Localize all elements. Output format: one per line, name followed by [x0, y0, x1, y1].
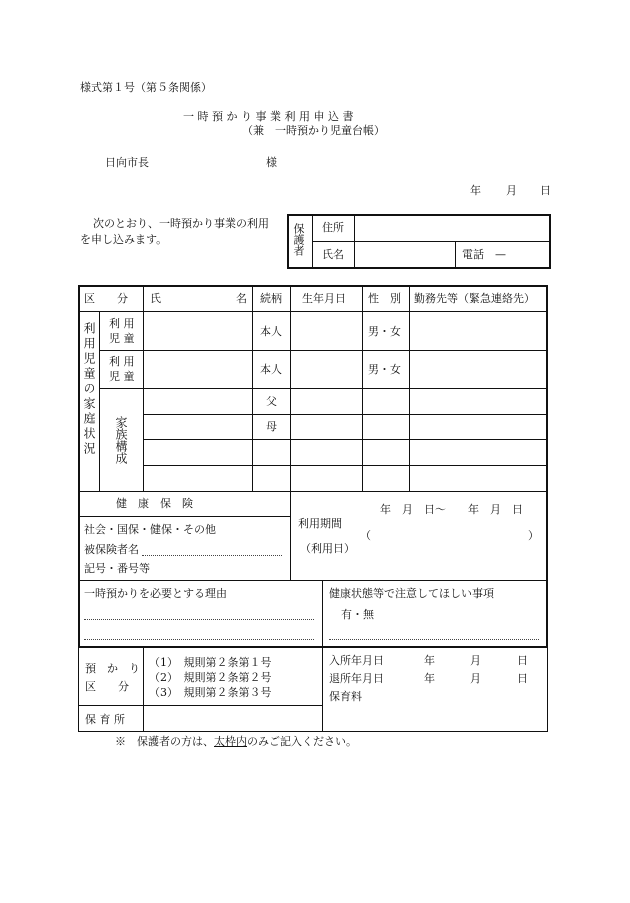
footer-note: [115, 736, 357, 747]
period-paren-open: （: [360, 529, 371, 542]
child-label-1b: 児 童: [109, 332, 135, 345]
header-category: 区 分: [84, 292, 128, 305]
fee-label: 保育料: [329, 690, 362, 703]
header-gender: 性 別: [368, 292, 401, 305]
date-year: 年: [470, 184, 481, 197]
child-1-gender[interactable]: 男・女: [368, 325, 401, 338]
health-line[interactable]: [329, 639, 539, 640]
child-label-1a: 利 用: [109, 317, 135, 330]
insured-name-label: 被保険者名: [84, 543, 139, 556]
leaving-month: 月: [470, 672, 481, 685]
office-category-line-2: 区 分: [85, 680, 129, 693]
family-mother: 母: [266, 420, 277, 433]
child-1-relation: 本人: [260, 325, 282, 338]
insurance-title: 健 康 保 険: [116, 497, 193, 510]
child-label-2b: 児 童: [109, 370, 135, 383]
intro-line-1: 次のとおり、一時預かり事業の利用: [93, 217, 269, 230]
admission-month: 月: [470, 654, 481, 667]
header-name-left: 氏: [150, 292, 161, 305]
office-rule-2: （2） 規則第２条第２号: [149, 671, 272, 684]
admission-day: 日: [517, 654, 528, 667]
form-title: 一 時 預 か り 事 業 利 用 申 込 書: [183, 110, 354, 123]
health-label: 健康状態等で注意してほしい事項: [329, 587, 494, 600]
guardian-name-label: 氏名: [322, 248, 344, 261]
office-rule-1: （1） 規則第２条第１号: [149, 656, 272, 669]
period-paren-close: ）: [528, 529, 539, 542]
header-relation: 続柄: [260, 292, 282, 305]
note-suffix: のみご記入ください。: [247, 735, 357, 748]
period-range: 年 月 日～ 年 月 日: [380, 503, 523, 516]
header-birthdate: 生年月日: [302, 292, 346, 305]
form-subtitle: （兼 一時預かり児童台帳）: [242, 124, 385, 137]
note-prefix: ※ 保護者の方は、: [115, 735, 214, 748]
child-2-relation: 本人: [260, 363, 282, 376]
reason-line-2[interactable]: [84, 639, 314, 640]
date-month: 月: [506, 184, 517, 197]
office-nursery-label: 保 育 所: [85, 713, 125, 726]
leaving-year: 年: [424, 672, 435, 685]
insurance-code-label: 記号・番号等: [84, 562, 150, 575]
admission-year: 年: [424, 654, 435, 667]
admission-label: 入所年月日: [329, 654, 384, 667]
header-workplace: 勤務先等（緊急連絡先）: [414, 292, 535, 305]
family-father: 父: [266, 395, 277, 408]
office-rule-3: （3） 規則第２条第３号: [149, 686, 272, 699]
reason-line-1[interactable]: [84, 619, 314, 620]
header-name-right: 名: [236, 292, 247, 305]
honorific: 様: [266, 156, 277, 169]
addressee: 日向市長: [105, 156, 149, 169]
leaving-day: 日: [517, 672, 528, 685]
child-label-2a: 利 用: [109, 355, 135, 368]
office-category-line-1: 預 か り: [85, 662, 140, 675]
note-emphasis: 太枠内: [214, 735, 247, 748]
guardian-address-label: 住所: [322, 221, 344, 234]
leaving-label: 退所年月日: [329, 672, 384, 685]
health-choice[interactable]: 有・無: [341, 608, 374, 621]
side-label: 利用児童の家庭状況: [82, 322, 96, 457]
guardian-phone-label: 電話 —: [462, 248, 506, 261]
date-day: 日: [540, 184, 551, 197]
form-number: 様式第１号（第５条関係）: [80, 81, 212, 94]
guardian-address-input[interactable]: [358, 216, 548, 240]
period-label: 利用期間: [298, 517, 342, 530]
insurance-types[interactable]: 社会・国保・健保・その他: [84, 523, 216, 536]
reason-label: 一時預かりを必要とする理由: [84, 587, 227, 600]
family-label: 家族構成: [114, 416, 128, 464]
guardian-name-input[interactable]: [358, 243, 453, 267]
guardian-label: 保護者: [292, 223, 305, 256]
intro-line-2: を申し込みます。: [80, 233, 168, 246]
child-2-gender[interactable]: 男・女: [368, 363, 401, 376]
period-sub-label: （利用日）: [300, 542, 355, 555]
